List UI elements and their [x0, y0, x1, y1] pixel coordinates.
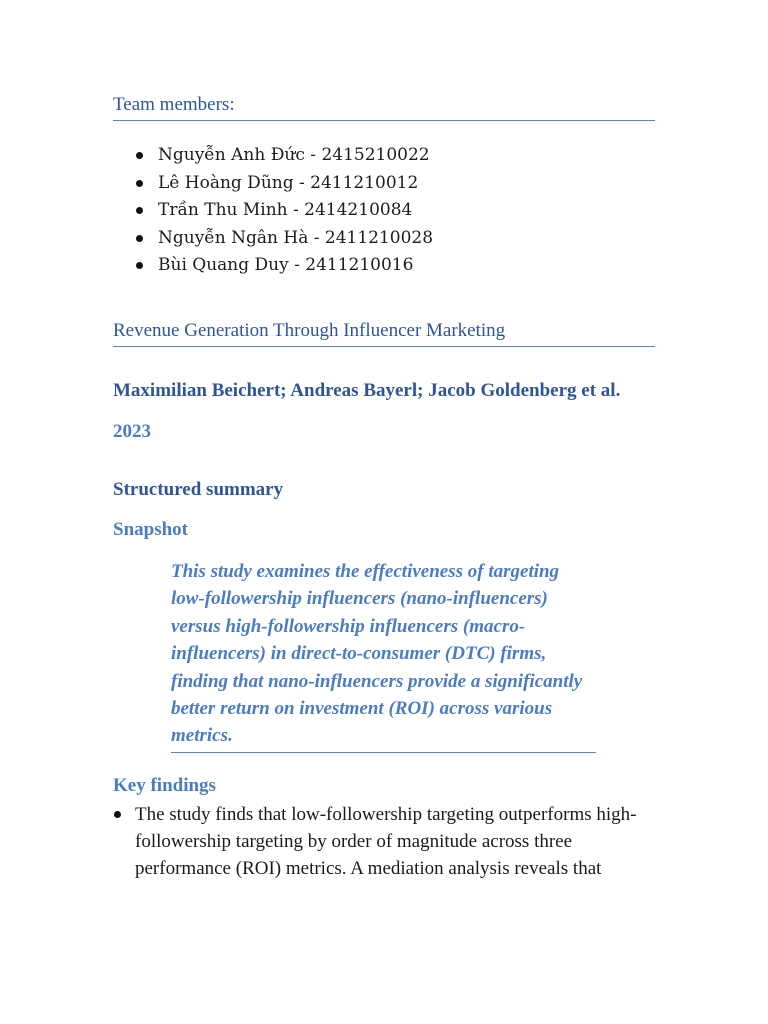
paper-title: Revenue Generation Through Influencer Marketing [113, 320, 655, 347]
paper-authors: Maximilian Beichert; Andreas Bayerl; Jacob Goldenberg et al. [113, 380, 621, 401]
snapshot-quote: This study examines the effectiveness of targeting low-followership influencers (nano-influencers) versus high-followership influencers (macro-influencers) in direct-to-consumer (DTC) firms, finding that nano-influencers provide a significantly better return on investment (ROI) across various metrics. [171, 558, 596, 753]
list-item: Lê Hoàng Dũng - 2411210012 [133, 170, 433, 198]
team-members-heading: Team members: [113, 94, 655, 121]
structured-summary-heading: Structured summary [113, 479, 284, 500]
key-findings-list [113, 801, 648, 882]
list-item: Nguyễn Anh Đức - 2415210022 [133, 142, 433, 170]
paper-year: 2023 [113, 421, 151, 442]
key-findings-heading: Key findings [113, 775, 216, 796]
list-item: Trần Thu Minh - 2414210084 [133, 197, 433, 225]
list-item: The study finds that low-followership targeting outperforms high-followership targeting by order of magnitude across three performance (ROI) metrics. A mediation analysis reveals that [113, 801, 648, 882]
team-members-list [133, 142, 433, 280]
snapshot-heading: Snapshot [113, 519, 188, 540]
list-item: Bùi Quang Duy - 2411210016 [133, 252, 433, 280]
list-item: Nguyễn Ngân Hà - 2411210028 [133, 225, 433, 253]
